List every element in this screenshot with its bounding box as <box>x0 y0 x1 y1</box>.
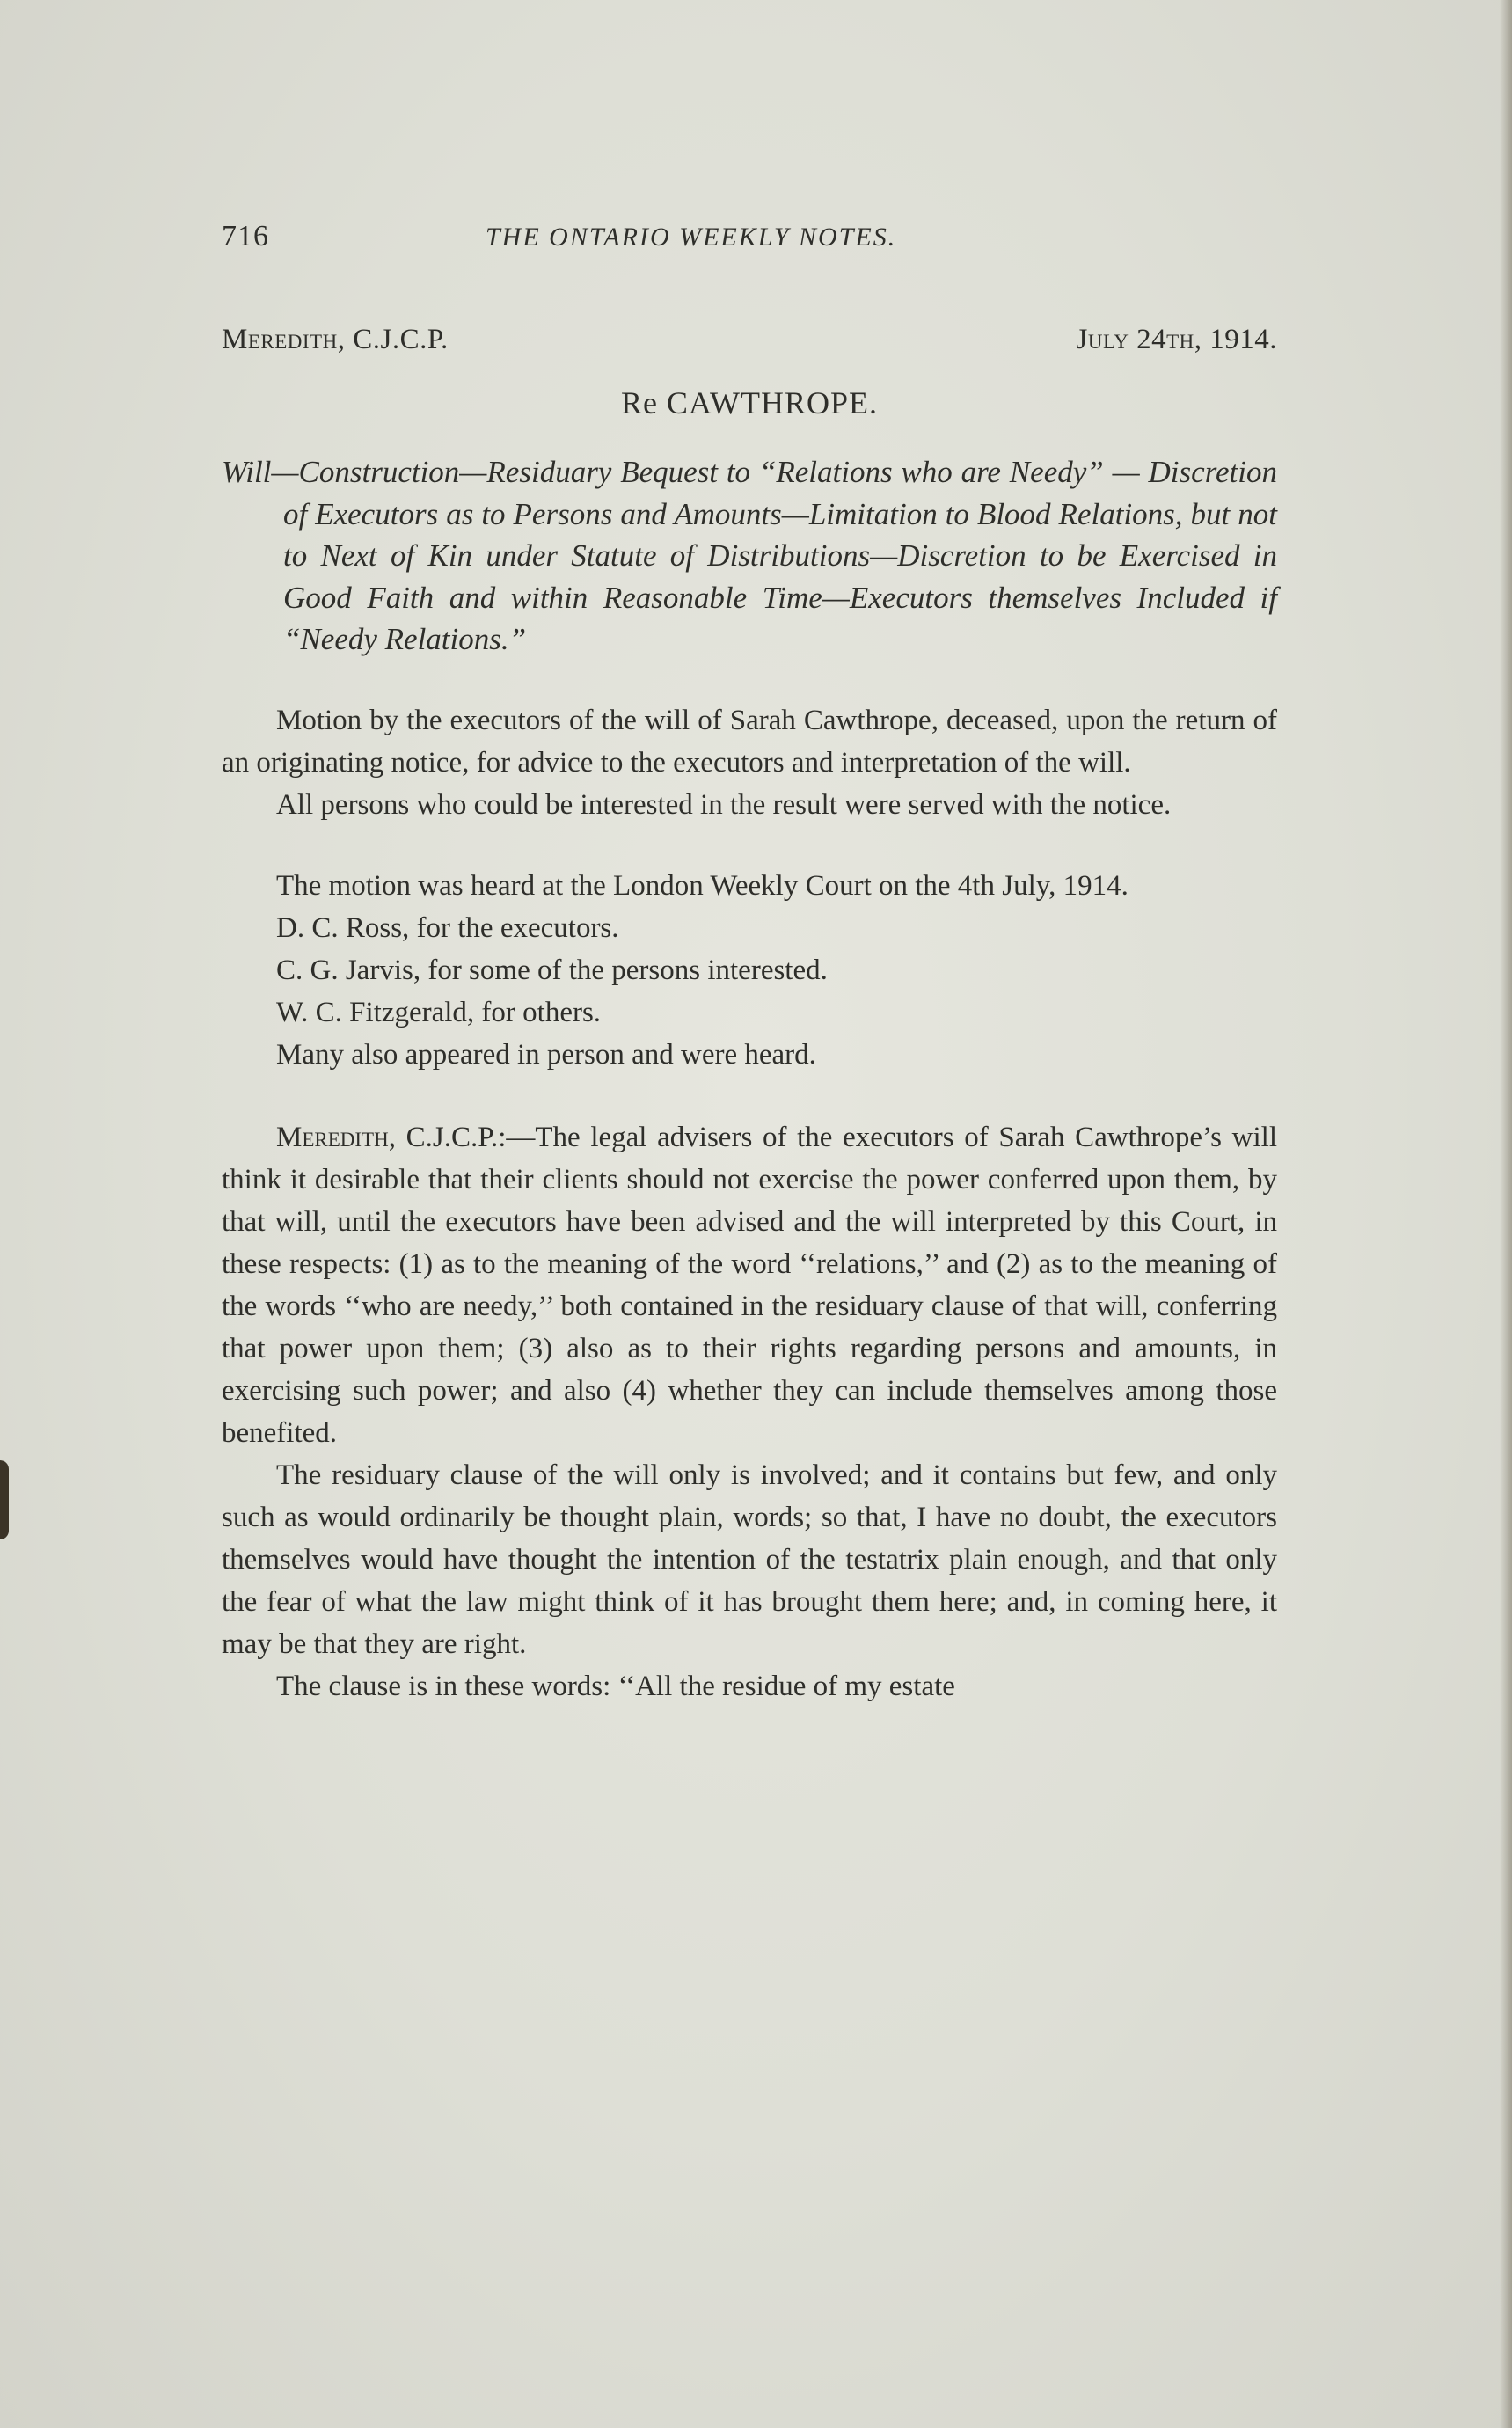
hearing-paragraph: The motion was heard at the London Weekly Court on the 4th July, 1914. <box>276 869 1129 902</box>
judgment-text: :—The legal advisers of the executors of Sarah Cawthrope’s will think it desirable that their clients should not exercise the power conferred upon them, by that will, until the executors have been advised and the will interpreted by this Court, in these respects: (1) as to the meaning of the word ‘‘relations,’’ and (2) as to the meaning of the words ‘‘who are needy,’’ both contained in the residuary clause of that will, conferring that power upon them; (3) also as to their rights regarding persons and amounts, in exercising such power; and also (4) whether they can include themselves among those benefited. <box>222 1121 1277 1449</box>
judge-date-line <box>222 324 1277 356</box>
motion-paragraph: Motion by the executors of the will of Sarah Cawthrope, deceased, upon the return of an originating notice, for advice to the executors and interpretation of the will. <box>222 704 1277 779</box>
motion-section <box>222 699 1277 826</box>
judgment-date: July 24th, 1914. <box>1076 324 1277 355</box>
page-number: 716 <box>222 220 269 252</box>
judgment-section <box>222 1116 1277 1708</box>
judge-name: Meredith, C.J.C.P. <box>222 324 449 355</box>
judgment-paragraph: The residuary clause of the will only is involved; and it contains but few, and only such as would ordinarily be thought plain, words; so that, I have no doubt, the executors themselves would have thought the intention of the testatrix plain enough, and that only the fear of what the law might think of it has brought them here; and, in coming here, it may be that they are right. <box>222 1459 1277 1660</box>
running-header <box>222 220 1277 264</box>
judgment-paragraph: The clause is in these words: ‘‘All the residue of my estate <box>276 1670 955 1702</box>
page-content <box>222 220 1277 1708</box>
page-edge-shadow <box>1500 0 1512 2428</box>
counsel-line: D. C. Ross, for the executors. <box>276 911 619 944</box>
service-paragraph: All persons who could be interested in the result were served with the notice. <box>276 788 1172 821</box>
counsel-line: Many also appeared in person and were heard. <box>276 1038 816 1071</box>
case-title: Re CAWTHROPE. <box>620 385 879 421</box>
hearing-section <box>222 865 1277 1076</box>
binding-mark <box>0 1460 9 1539</box>
headnote: Will—Construction—Residuary Bequest to “Relations who are Needy” — Discretion of Executors as to Persons and Amounts—Limitation to Blood Relations, but not to Next of Kin under Statute of Distributions—Discretion to be Exercised in Good Faith and within Reasonable Time—Executors themselves Included if “Needy Relations.” <box>222 455 1277 656</box>
judgment-paragraph <box>222 1116 1277 1454</box>
judgment-author: Meredith, C.J.C.P. <box>276 1121 499 1153</box>
running-title: THE ONTARIO WEEKLY NOTES. <box>486 223 897 252</box>
counsel-line: W. C. Fitzgerald, for others. <box>276 996 602 1028</box>
counsel-line: C. G. Jarvis, for some of the persons interested. <box>276 954 828 986</box>
